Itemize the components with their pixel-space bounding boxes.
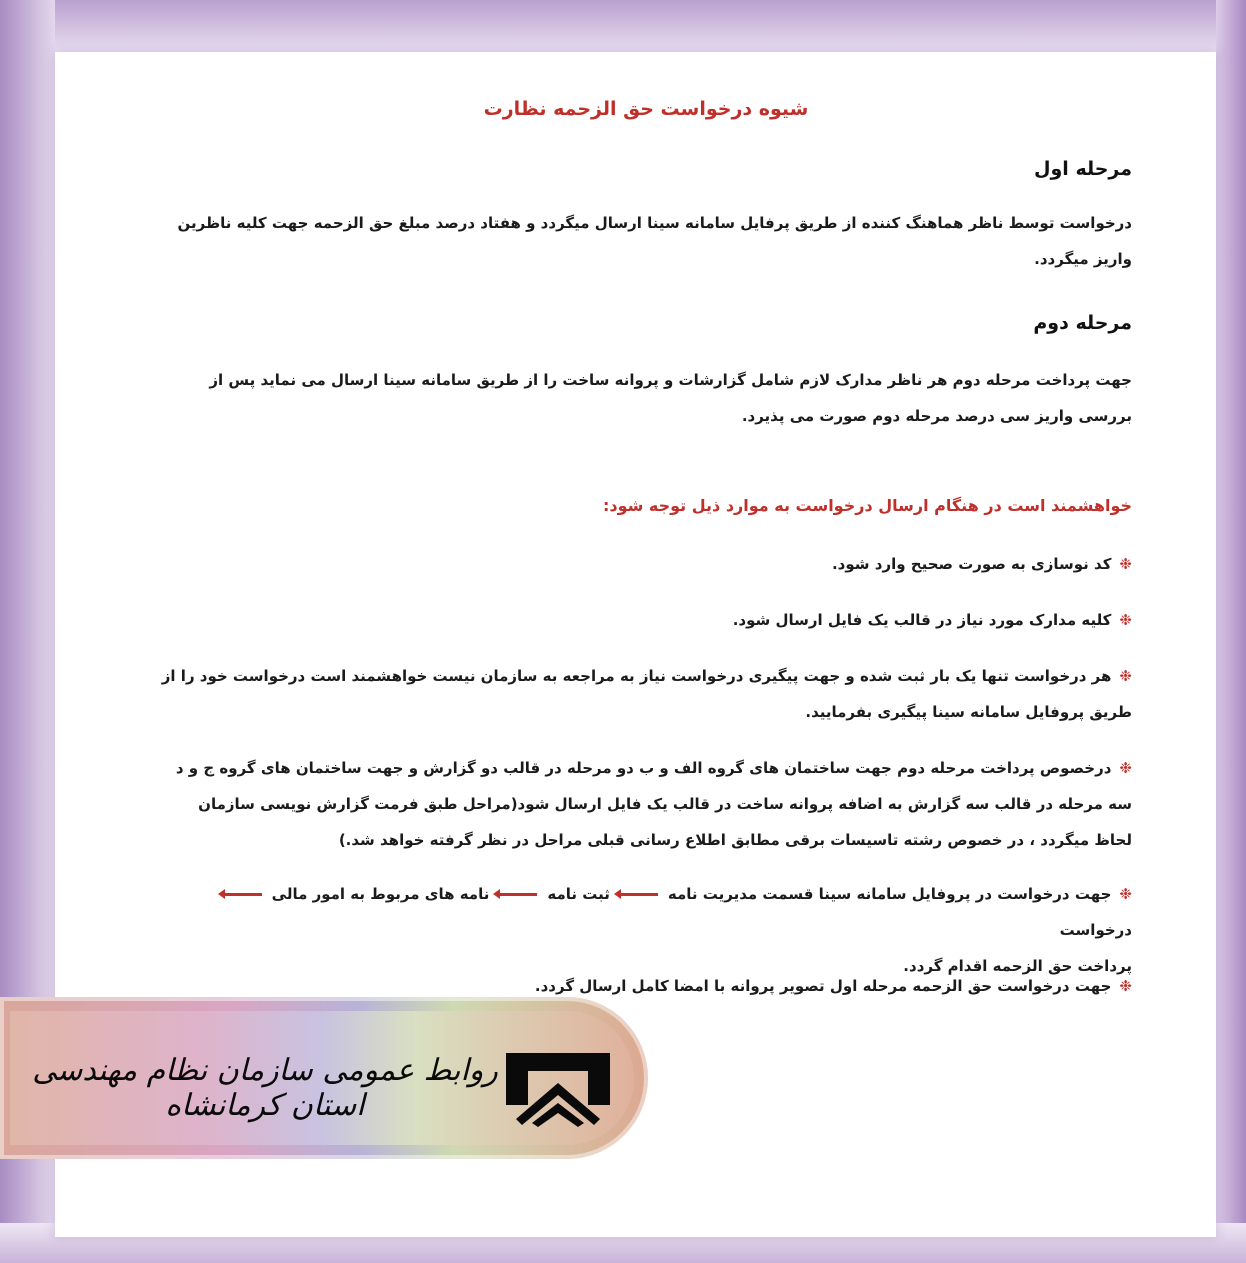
list-item	[160, 658, 1132, 730]
list-item	[160, 546, 1132, 582]
document-title: شیوه درخواست حق الزحمه نظارت	[483, 98, 809, 120]
organization-logo-icon	[502, 1049, 614, 1127]
frame-top	[0, 0, 1246, 52]
stage2-heading: مرحله دوم	[1033, 312, 1132, 334]
path-step: ثبت نامه	[547, 885, 610, 903]
bullet-icon: ❉	[1119, 885, 1132, 903]
arrow-left-icon	[224, 893, 262, 896]
arrow-left-icon	[620, 893, 658, 896]
path-step: جهت درخواست در پروفایل سامانه سینا قسمت مدیریت نامه	[667, 885, 1112, 903]
arrow-left-icon	[499, 893, 537, 896]
bullet-icon: ❉	[1119, 667, 1132, 685]
bullet-icon: ❉	[1119, 759, 1132, 777]
list-item	[160, 750, 1132, 858]
footer-banner	[0, 997, 648, 1159]
banner-inner	[10, 1011, 634, 1145]
stage1-heading: مرحله اول	[1034, 158, 1132, 180]
banner-text: روابط عمومی سازمان نظام مهندسی استان کرمانشاه	[32, 1053, 498, 1123]
bullet-icon: ❉	[1119, 611, 1132, 629]
stage1-text: درخواست توسط ناظر هماهنگ کننده از طریق پرفایل سامانه سینا ارسال میگردد و هفتاد درصد مبلغ حق الزحمه جهت کلیه ناظرین واریز میگردد.	[177, 214, 1132, 268]
bullet-icon: ❉	[1119, 555, 1132, 573]
list-item	[160, 602, 1132, 638]
path-step: درخواست	[1059, 921, 1132, 939]
stage2-text: جهت پرداخت مرحله دوم هر ناظر مدارک لازم شامل گزارشات و پروانه ساخت را از طریق سامانه سینا ارسال می نماید پس از بررسی واریز سی درصد مرحله دوم صورت می پذیرد.	[209, 371, 1132, 425]
path-step: نامه های مربوط به امور مالی	[271, 885, 490, 903]
path-tail: پرداخت حق الزحمه اقدام گردد.	[903, 957, 1132, 975]
notice-heading: خواهشمند است در هنگام ارسال درخواست به موارد ذیل توجه شود:	[602, 496, 1132, 515]
list-item-text: هر درخواست تنها یک بار ثبت شده و جهت پیگیری درخواست نیاز به مراجعه به سازمان نیست خواهشمند است درخواست خود را از طریق پروفایل سامانه سینا پیگیری بفرمایید.	[161, 667, 1132, 721]
list-item-text: کد نوسازی به صورت صحیح وارد شود.	[831, 555, 1112, 573]
list-item-text: کلیه مدارک مورد نیاز در قالب یک فایل ارسال شود.	[732, 611, 1112, 629]
frame-right	[1216, 0, 1246, 1263]
list-item-text: جهت درخواست حق الزحمه مرحله اول تصویر پروانه با امضا کامل ارسال گردد.	[534, 977, 1112, 995]
list-item-text: درخصوص پرداخت مرحله دوم جهت ساختمان های گروه الف و ب دو مرحله در قالب دو گزارش و جهت ساختمان های گروه ج و د سه مرحله در قالب سه گزارش به اضافه پروانه ساخت در قالب یک فایل ارسال شود(مراحل طبق فرمت گزارش نویسی سازمان لحاظ میگردد ، در خصوص رشته تاسیسات برقی مطابق اطلاع رسانی قبلی مراحل در نظر گرفته خواهد شد.)	[175, 759, 1132, 849]
bullet-icon: ❉	[1119, 977, 1132, 995]
